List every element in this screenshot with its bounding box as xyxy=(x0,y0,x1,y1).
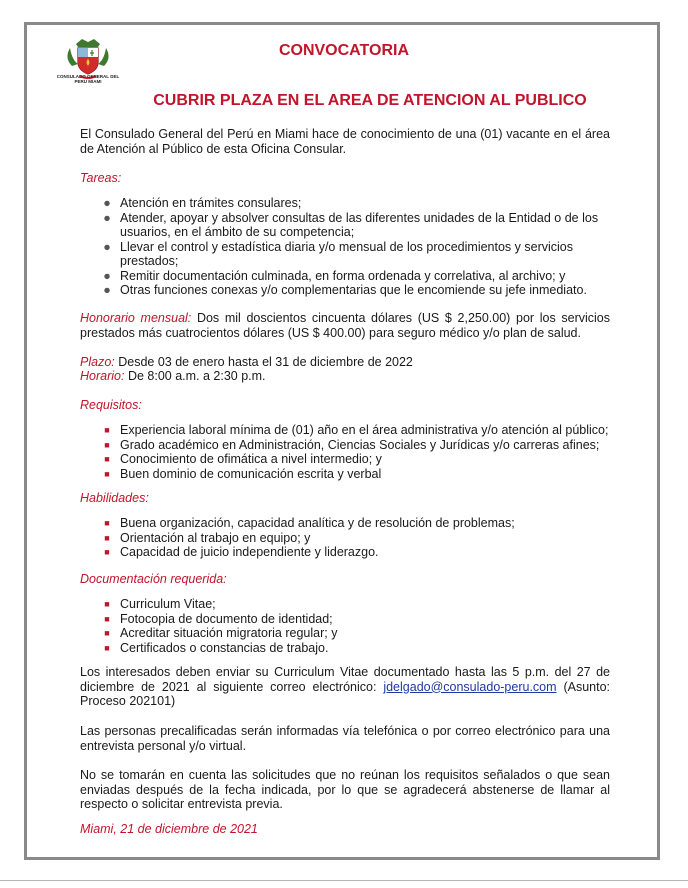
intro-paragraph: El Consulado General del Perú en Miami hace de conocimiento de una (01) vacante en el área de Atención al Público de esta Oficina Consular. xyxy=(80,127,610,156)
list-item: ● Atención en trámites consulares; xyxy=(80,196,610,211)
bullet-icon: ■ xyxy=(104,613,110,624)
list-item: ■ Orientación al trabajo en equipo; y xyxy=(80,531,610,546)
bottom-divider xyxy=(0,880,688,881)
habilidades-list xyxy=(80,516,610,560)
bullet-icon: ■ xyxy=(104,518,110,528)
list-item: ■ Buena organización, capacidad analítica y de resolución de problemas; xyxy=(80,516,610,531)
page-subtitle: CUBRIR PLAZA EN EL AREA DE ATENCION AL PUBLICO xyxy=(153,92,587,109)
bullet-icon: ■ xyxy=(104,642,110,653)
bullet-icon: ■ xyxy=(104,547,110,557)
habilidades-label: Habilidades: xyxy=(80,491,149,505)
honorario-text: Dos mil doscientos cincuenta dólares (US $ 2,250.00) por los servicios prestados más cuatrocientos dólares (US $ 400.00) para seguro médico y/o plan de salud. xyxy=(80,311,610,340)
horario-line xyxy=(80,369,610,384)
plazo-text: Desde 03 de enero hasta el 31 de diciembre de 2022 xyxy=(114,355,413,369)
bullet-icon: ● xyxy=(103,210,111,225)
list-item: ● Llevar el control y estadística diaria y/o mensual de los procedimientos y servicios prestados; xyxy=(80,240,610,269)
list-item: ■ Acreditar situación migratoria regular; y xyxy=(80,626,610,641)
bullet-icon: ■ xyxy=(104,425,110,435)
horario-text: De 8:00 a.m. a 2:30 p.m. xyxy=(124,369,266,383)
envio-paragraph xyxy=(80,665,610,709)
list-item: ● Remitir documentación culminada, en forma ordenada y correlativa, al archivo; y xyxy=(80,269,610,284)
bullet-icon: ■ xyxy=(104,599,110,609)
bullet-icon: ● xyxy=(103,268,111,283)
list-item: ■ Grado académico en Administración, Ciencias Sociales y Jurídicas y/o carreras afines; xyxy=(80,438,610,453)
envio-asunto: (Asunto: Proceso 202101) xyxy=(80,679,610,708)
list-item: ■ Experiencia laboral mínima de (01) año en el área administrativa y/o atención al público; xyxy=(80,423,610,438)
bullet-icon: ■ xyxy=(104,628,110,638)
signature-date: Miami, 21 de diciembre de 2021 xyxy=(80,822,258,836)
list-item: ■ Conocimiento de ofimática a nivel intermedio; y xyxy=(80,452,610,467)
list-item: ■ Curriculum Vitae; xyxy=(80,597,610,612)
bullet-icon: ■ xyxy=(104,454,110,464)
list-item: ■ Buen dominio de comunicación escrita y verbal xyxy=(80,467,610,482)
precalificados-paragraph: Las personas precalificadas serán informadas vía telefónica o por correo electrónico para una entrevista personal y/o virtual. xyxy=(80,724,610,753)
advertencia-paragraph: No se tomarán en cuenta las solicitudes que no reúnan los requisitos señalados o que sean enviadas después de la fecha indicada, por lo que se agradecerá abstenerse de llamar al respecto o solicitar entrevista previa. xyxy=(80,768,610,811)
tareas-label: Tareas: xyxy=(80,171,122,185)
bullet-icon: ● xyxy=(103,283,111,297)
list-item: ■ Capacidad de juicio independiente y liderazgo. xyxy=(80,545,610,560)
bullet-icon: ■ xyxy=(104,532,110,543)
list-item: ■ Fotocopia de documento de identidad; xyxy=(80,612,610,627)
honorario-label: Honorario mensual: xyxy=(80,311,192,325)
page-title: CONVOCATORIA xyxy=(278,42,410,59)
bullet-icon: ■ xyxy=(104,439,110,450)
plazo-line xyxy=(80,355,610,370)
requisitos-label: Requisitos: xyxy=(80,398,142,412)
documentacion-list xyxy=(80,597,610,655)
bullet-icon: ● xyxy=(103,239,111,254)
list-item: ● Otras funciones conexas y/o complementarias que le encomiende su jefe inmediato. xyxy=(80,283,610,298)
bullet-icon: ■ xyxy=(104,468,110,479)
list-item: ■ Certificados o constancias de trabajo. xyxy=(80,641,610,656)
list-item: ● Atender, apoyar y absolver consultas de las diferentes unidades de la Entidad o de los usuarios, en el ámbito de su competencia; xyxy=(80,211,610,240)
plazo-label: Plazo: xyxy=(80,355,115,369)
documentacion-label: Documentación requerida: xyxy=(80,572,227,586)
horario-label: Horario: xyxy=(80,369,125,383)
tareas-list xyxy=(80,196,610,298)
requisitos-list xyxy=(80,423,610,481)
envio-text: Los interesados deben enviar su Curriculum Vitae documentado hasta las 5 p.m. del 27 de diciembre de 2021 al siguiente correo electrónico: xyxy=(80,665,610,694)
seal-label: CONSULADO GENERAL DEL PERU MIAMI xyxy=(56,74,120,84)
email-link[interactable]: jdelgado@consulado-peru.com xyxy=(383,679,557,694)
honorario-paragraph xyxy=(80,311,610,340)
bullet-icon: ● xyxy=(103,196,111,210)
